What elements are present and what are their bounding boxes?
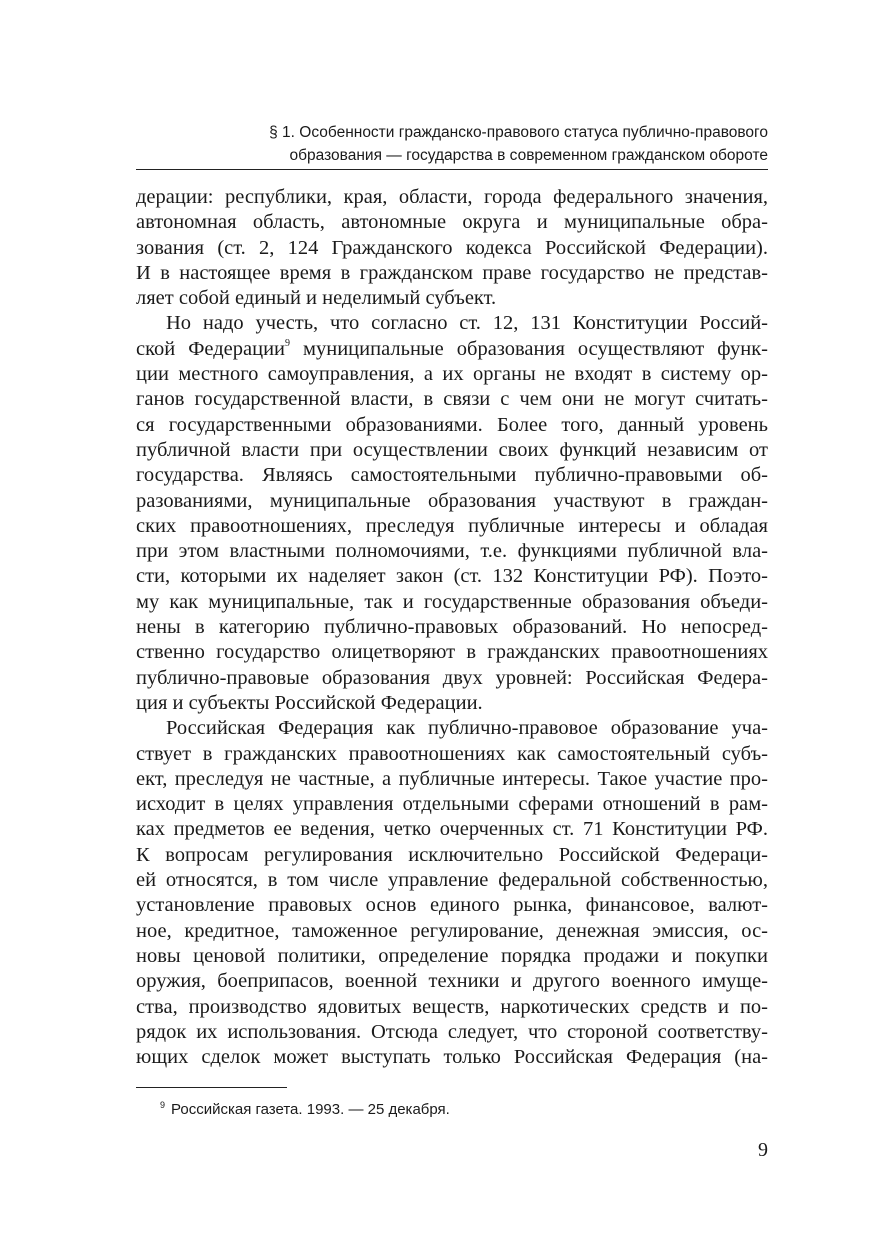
- text-line: [136, 539, 768, 564]
- text-line: [136, 438, 768, 463]
- text-line: [136, 944, 768, 969]
- text-line-content: публично-правовые образования двух уровней: Российская Федера-: [136, 666, 768, 689]
- text-line: [136, 261, 768, 286]
- text-line: [136, 311, 768, 336]
- running-header: [136, 121, 768, 167]
- text-line-content: ской Федерации: [136, 337, 286, 360]
- text-line: [136, 615, 768, 640]
- header-rule: [136, 169, 768, 170]
- text-line: [136, 590, 768, 615]
- text-line: [136, 337, 768, 362]
- text-line: [136, 666, 768, 691]
- text-line-content: К вопросам регулирования исключительно Российской Федераци-: [136, 843, 768, 866]
- text-line: [136, 1045, 768, 1070]
- text-line: [136, 387, 768, 412]
- text-line-content: дерации: республики, края, области, города федерального значения,: [136, 186, 768, 208]
- footnote: [160, 1100, 450, 1121]
- text-line: [136, 792, 768, 817]
- page-number: 9: [758, 1139, 768, 1161]
- footnote-rule: [136, 1087, 287, 1088]
- text-line-content: Но надо учесть, что согласно ст. 12, 131 Конституции Россий-: [166, 312, 768, 335]
- text-line: [136, 1020, 768, 1045]
- text-line-content: ект, преследуя не частные, а публичные интересы. Такое участие про-: [136, 767, 768, 790]
- text-line: [136, 564, 768, 589]
- footnote-text: Российская газета. 1993. — 25 декабря.: [171, 1101, 450, 1118]
- text-line: [136, 514, 768, 539]
- text-line-content: Российская Федерация как публично-правовое образование уча-: [166, 717, 768, 740]
- text-line-content: муниципальные образования осуществляют функ-: [290, 337, 768, 360]
- text-line: [136, 640, 768, 665]
- text-line: [136, 817, 768, 842]
- text-line: [136, 843, 768, 868]
- text-line: [136, 362, 768, 387]
- text-line: [136, 236, 768, 261]
- text-line-content: публичной власти при осуществлении своих функций независим от: [136, 438, 768, 461]
- text-line: [136, 286, 768, 311]
- text-line-content: ках предметов ее ведения, четко очерченных ст. 71 Конституции РФ.: [136, 818, 768, 841]
- text-line: [136, 767, 768, 792]
- text-line: [136, 969, 768, 994]
- text-line: [136, 995, 768, 1020]
- text-line: [136, 691, 768, 716]
- text-line-content: ции местного самоуправления, а их органы не входят в систему ор-: [136, 363, 768, 386]
- text-line-content: зования (ст. 2, 124 Гражданского кодекса Российской Федерации).: [136, 236, 768, 259]
- text-line-content: ствует в гражданских правоотношениях как самостоятельный субъ-: [136, 742, 768, 765]
- text-line-content: ция и субъекты Российской Федерации.: [136, 691, 483, 714]
- text-line: [136, 893, 768, 918]
- text-line: [136, 868, 768, 893]
- text-line-content: рядок их использования. Отсюда следует, что стороной соответству-: [136, 1020, 768, 1043]
- footnote-reference: 9: [285, 337, 291, 349]
- running-header-line-2: образования — государства в современном гражданском обороте: [289, 147, 768, 164]
- text-line-content: ганов государственной власти, в связи с чем они не могут считать-: [136, 388, 768, 411]
- text-line-content: ляет собой единый и неделимый субъект.: [136, 287, 497, 310]
- text-line: [136, 413, 768, 438]
- text-line: [136, 716, 768, 741]
- footnote-marker: 9: [160, 1100, 166, 1110]
- text-line-content: ственно государство олицетворяют в гражданских правоотношениях: [136, 641, 768, 664]
- text-line-content: сти, которыми их наделяет закон (ст. 132 Конституции РФ). Поэто-: [136, 565, 768, 588]
- text-line: [136, 742, 768, 767]
- text-line-content: ся государственными образованиями. Более того, данный уровень: [136, 413, 768, 436]
- text-line-content: оружия, боеприпасов, военной техники и другого военного имуще-: [136, 970, 768, 993]
- text-line: [136, 919, 768, 944]
- text-line: [136, 489, 768, 514]
- text-line-content: новы ценовой политики, определение порядка продажи и покупки: [136, 944, 768, 967]
- text-line: [136, 185, 768, 210]
- text-line-content: ющих сделок может выступать только Российская Федерация (на-: [136, 1046, 768, 1069]
- text-line-content: исходит в целях управления отдельными сферами отношений в рам-: [136, 793, 768, 816]
- body-text: [136, 185, 768, 1070]
- text-line-content: при этом властными полномочиями, т.е. функциями публичной вла-: [136, 540, 768, 563]
- text-line-content: ей относятся, в том числе управление федеральной собственностью,: [136, 869, 768, 892]
- text-line-content: разованиями, муниципальные образования участвуют в граждан-: [136, 489, 768, 512]
- text-line-content: автономная область, автономные округа и муниципальные обра-: [136, 211, 768, 234]
- text-line-content: государства. Являясь самостоятельными публично-правовыми об-: [136, 464, 768, 487]
- text-line-content: ное, кредитное, таможенное регулирование, денежная эмиссия, ос-: [136, 919, 768, 942]
- text-line-content: ства, производство ядовитых веществ, наркотических средств и по-: [136, 995, 768, 1018]
- text-line-content: И в настоящее время в гражданском праве государство не представ-: [136, 261, 768, 284]
- text-line-content: му как муниципальные, так и государственные образования объеди-: [136, 590, 768, 613]
- running-header-line-1: § 1. Особенности гражданско-правового статуса публично-правового: [269, 124, 768, 141]
- text-line: [136, 463, 768, 488]
- text-line-content: ских правоотношениях, преследуя публичные интересы и обладая: [136, 514, 768, 537]
- text-line-content: установление правовых основ единого рынка, финансовое, валют-: [136, 894, 768, 917]
- text-line-content: нены в категорию публично-правовых образований. Но непосред-: [136, 616, 768, 639]
- text-line: [136, 210, 768, 235]
